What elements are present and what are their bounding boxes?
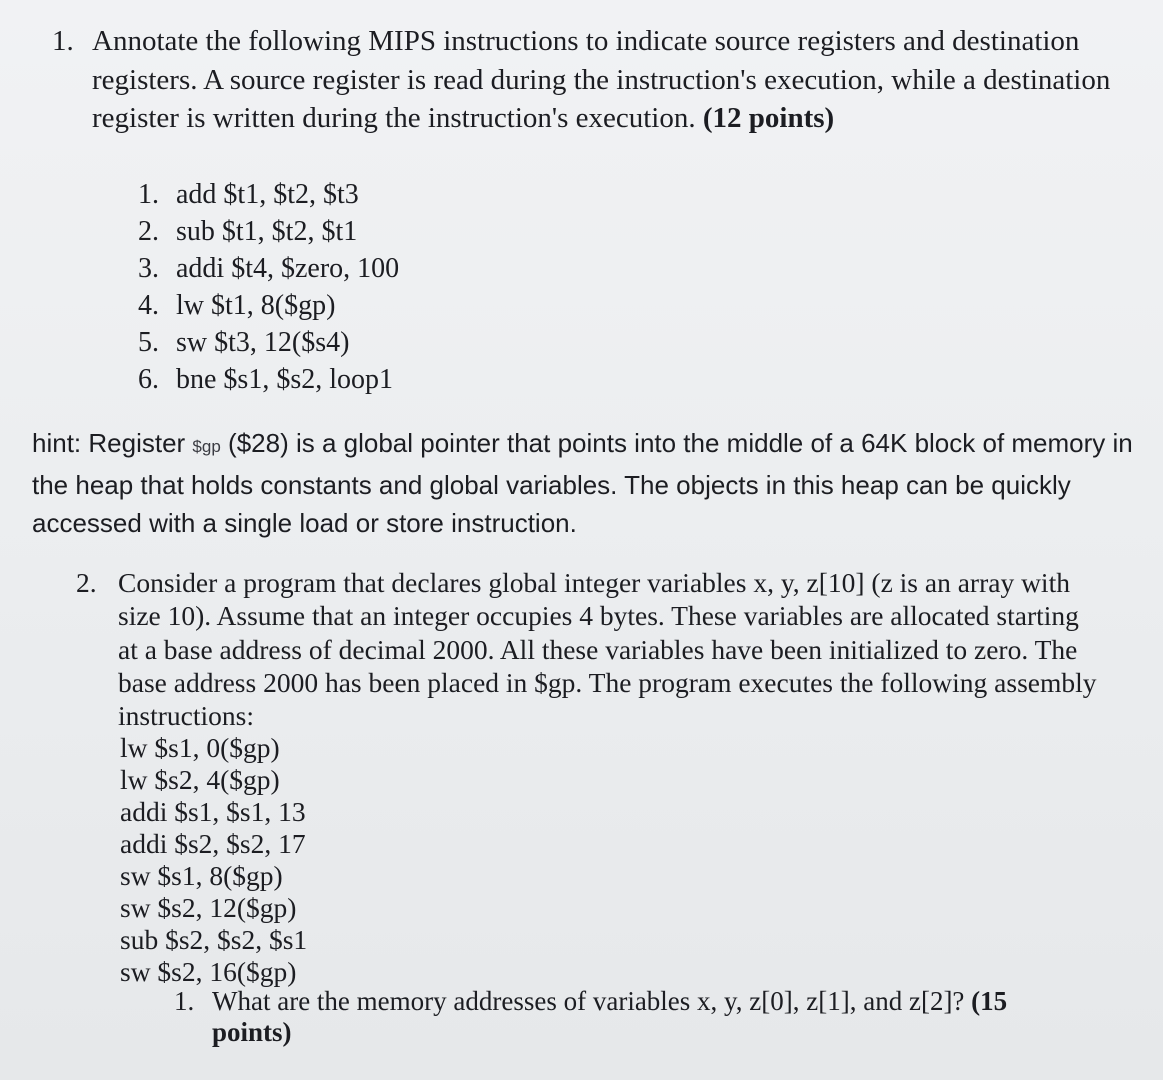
instruction-item: 3. addi $t4, $zero, 100	[138, 253, 400, 284]
code-line: addi $s2, $s2, 17	[120, 828, 306, 859]
question-1-text: Annotate the following MIPS instructions to indicate source registers and destination registers. A source register is read during the instruction's execution, while a destination register is written during the instruction's execution.	[92, 25, 1111, 134]
code-line: lw $s2, 4($gp)	[120, 764, 280, 795]
question-2-number: 2.	[76, 567, 97, 598]
instruction-item: 1. add $t1, $t2, $t3	[138, 179, 359, 210]
code-line: addi $s1, $s1, 13	[120, 796, 306, 827]
instruction-item: 5. sw $t3, 12($s4)	[138, 327, 350, 358]
code-line: sw $s2, 12($gp)	[120, 892, 297, 923]
instruction-list	[138, 176, 399, 398]
question-1-number: 1.	[52, 25, 74, 57]
hint-prefix: hint: Register	[32, 428, 186, 458]
instruction-code: lw $t1, 8($gp)	[176, 290, 336, 321]
instruction-code: bne $s1, $s2, loop1	[176, 364, 393, 395]
question-2-text: Consider a program that declares global integer variables x, y, z[10] (z is an array with size 10). Assume that an integer occupies 4 bytes. These variables are allocated starting at a base address of decimal 2000. All these variables have been initialized to zero. The base address 2000 has been placed in $gp. The program executes the following assembly instructions:	[118, 567, 1097, 732]
instruction-code: addi $t4, $zero, 100	[176, 253, 400, 284]
question-1-points: (12 points)	[702, 102, 835, 134]
assembly-code-block	[120, 732, 307, 988]
instruction-code: add $t1, $t2, $t3	[176, 179, 359, 210]
code-line: sw $s2, 16($gp)	[120, 956, 297, 987]
subquestion-points: (15 points)	[212, 986, 1008, 1047]
hint-paragraph	[32, 424, 1142, 542]
hint-text: ($28) is a global pointer that points into the middle of a 64K block of memory in the heap that holds constants and global variables. The objects in this heap can be quickly accessed with a single load or store instruction.	[32, 428, 1133, 538]
code-line: lw $s1, 0($gp)	[120, 732, 280, 763]
instruction-item: 6. bne $s1, $s2, loop1	[138, 364, 393, 395]
subquestion-body	[212, 986, 1032, 1048]
hint-register: $gp	[192, 437, 221, 456]
subquestion-number: 1.	[174, 986, 195, 1016]
code-line: sw $s1, 8($gp)	[120, 860, 283, 891]
instruction-code: sw $t3, 12($s4)	[176, 327, 350, 358]
instruction-code: sub $t1, $t2, $t1	[176, 216, 358, 247]
code-line: sub $s2, $s2, $s1	[120, 924, 308, 955]
instruction-item: 4. lw $t1, 8($gp)	[138, 290, 336, 321]
instruction-item: 2. sub $t1, $t2, $t1	[138, 216, 358, 247]
subquestion-text: What are the memory addresses of variables x, y, z[0], z[1], and z[2]?	[212, 986, 965, 1016]
question-1-body	[92, 22, 1122, 138]
